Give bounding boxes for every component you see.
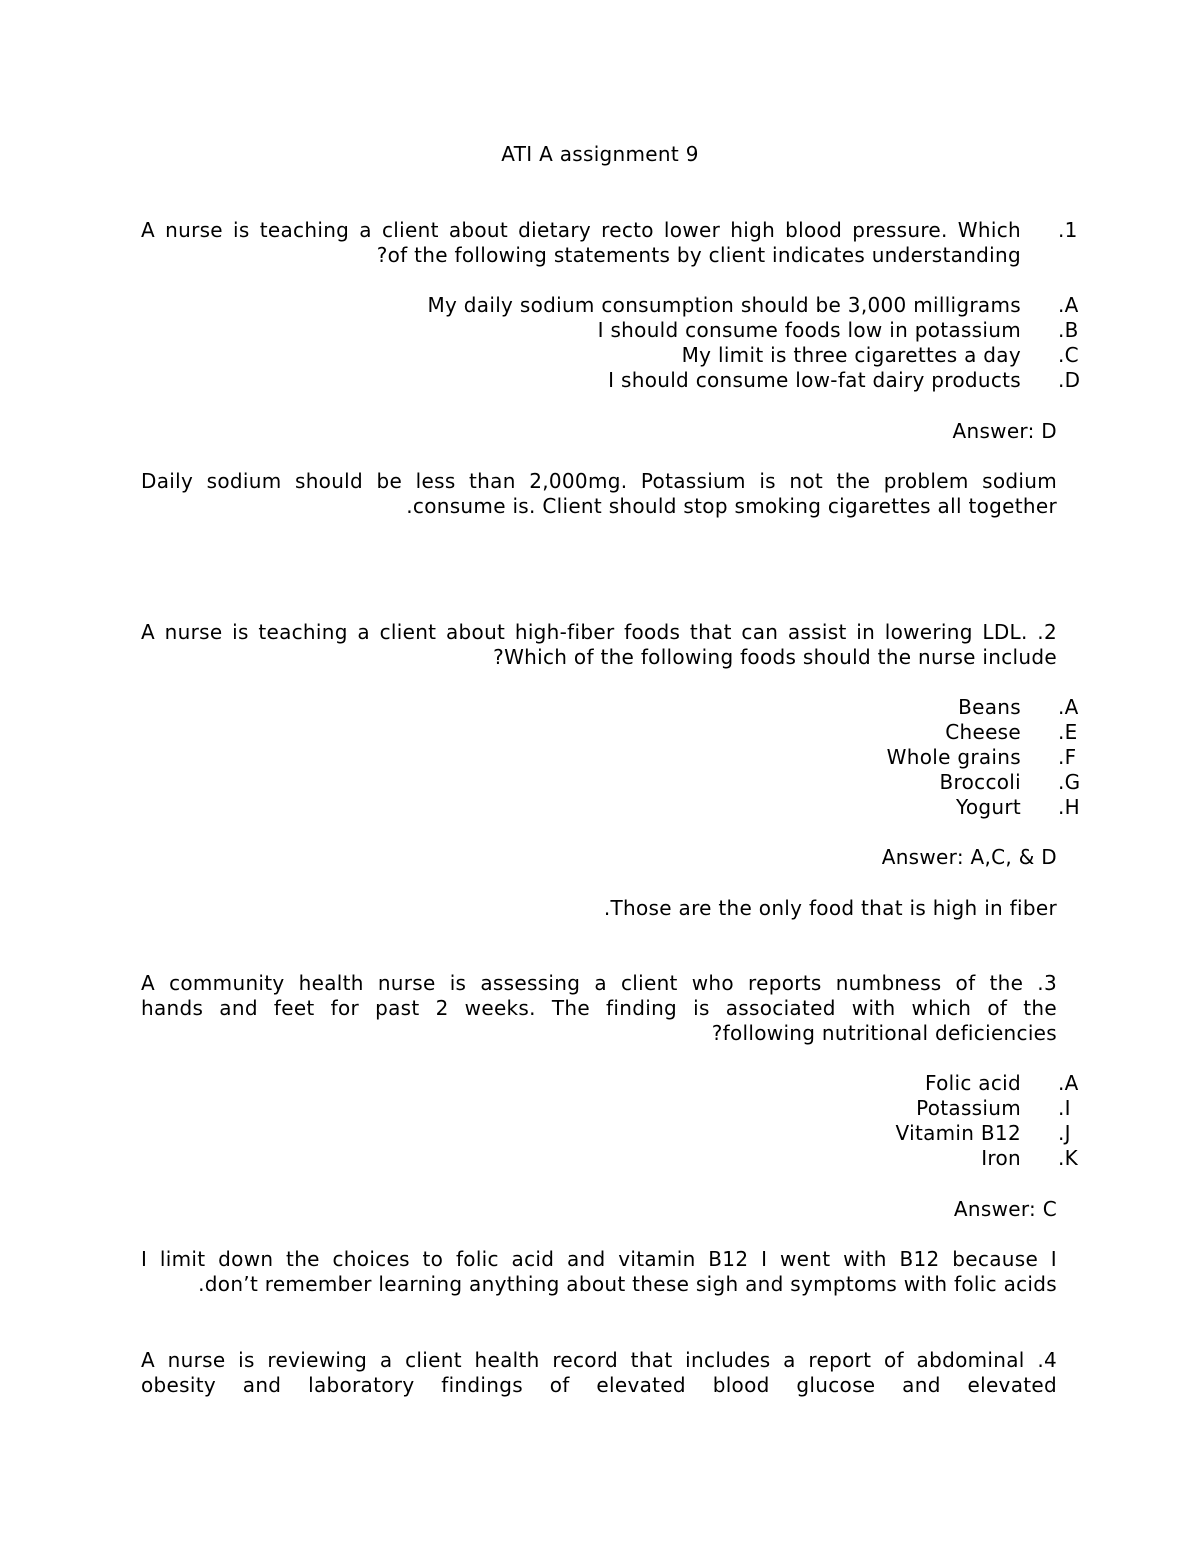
q3-option-text: Vitamin B12 <box>895 1121 1021 1145</box>
q3-option-text: Potassium <box>916 1096 1021 1120</box>
q2-answer: Answer: A,C, & D <box>881 845 1057 869</box>
q1-option-letter: .D <box>1058 368 1081 392</box>
q3-explanation-line1: I limit down the choices to folic acid and vitamin B12 I went with B12 because I <box>141 1247 1057 1271</box>
q1-option-letter: .A <box>1058 293 1079 317</box>
q2-option-letter: .H <box>1058 795 1080 819</box>
q2-option-text: Broccoli <box>939 770 1021 794</box>
q2-option-text: Whole grains <box>886 745 1021 769</box>
q2-option-letter: .F <box>1058 745 1077 769</box>
q1-option-letter: .C <box>1058 343 1079 367</box>
q4-text-line1: A nurse is reviewing a client health record that includes a report of abdominal .4 <box>141 1348 1057 1372</box>
q4-text-line2: obesity and laboratory findings of elevated blood glucose and elevated <box>141 1373 1057 1397</box>
q3-answer: Answer: C <box>953 1197 1057 1221</box>
q1-explanation-line2: .consume is. Client should stop smoking cigarettes all together <box>406 494 1057 518</box>
q1-text-line1: A nurse is teaching a client about dietary recto lower high blood pressure. Which <box>141 218 1021 242</box>
q2-explanation-line1: .Those are the only food that is high in fiber <box>603 896 1057 920</box>
q3-text-line3: ?following nutritional deficiencies <box>711 1021 1057 1045</box>
q3-text-line1: A community health nurse is assessing a client who reports numbness of the .3 <box>141 971 1057 995</box>
q1-answer: Answer: D <box>952 419 1057 443</box>
q3-option-text: Folic acid <box>925 1071 1021 1095</box>
q3-option-letter: .K <box>1058 1146 1079 1170</box>
q1-option-text: My daily sodium consumption should be 3,000 milligrams <box>427 293 1021 317</box>
q1-explanation-line1: Daily sodium should be less than 2,000mg. Potassium is not the problem sodium <box>141 469 1057 493</box>
q3-text-line2: hands and feet for past 2 weeks. The finding is associated with which of the <box>141 996 1057 1020</box>
q3-option-letter: .I <box>1058 1096 1071 1120</box>
q3-explanation-line2: .don’t remember learning anything about these sigh and symptoms with folic acids <box>198 1272 1057 1296</box>
q2-option-text: Cheese <box>945 720 1021 744</box>
q1-option-text: My limit is three cigarettes a day <box>681 343 1021 367</box>
q2-text-line1: A nurse is teaching a client about high-fiber foods that can assist in lowering LDL. .2 <box>141 620 1057 644</box>
q2-option-text: Yogurt <box>955 795 1021 819</box>
q2-option-text: Beans <box>958 695 1021 719</box>
document-title: ATI A assignment 9 <box>501 142 699 166</box>
q2-option-letter: .A <box>1058 695 1079 719</box>
q2-option-letter: .G <box>1058 770 1081 794</box>
q3-option-letter: .J <box>1058 1121 1071 1145</box>
q1-option-text: I should consume low-fat dairy products <box>608 368 1021 392</box>
q1-option-letter: .B <box>1058 318 1079 342</box>
q1-number: .1 <box>1058 218 1078 242</box>
q3-option-letter: .A <box>1058 1071 1079 1095</box>
q3-option-text: Iron <box>981 1146 1021 1170</box>
q1-option-text: I should consume foods low in potassium <box>597 318 1021 342</box>
q2-option-letter: .E <box>1058 720 1078 744</box>
q2-text-line2: ?Which of the following foods should the nurse include <box>493 645 1057 669</box>
q1-text-line2: ?of the following statements by client indicates understanding <box>376 243 1021 267</box>
